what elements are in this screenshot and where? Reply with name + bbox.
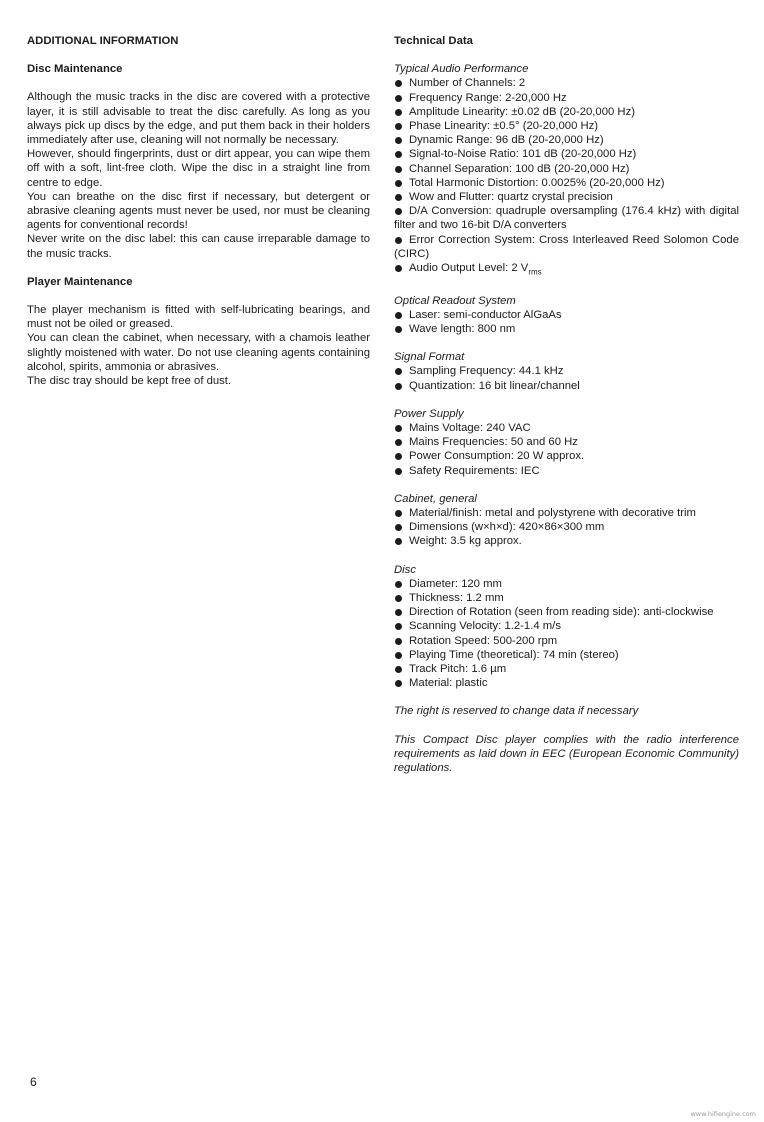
bullet-icon [395, 425, 402, 432]
signal-format-list [394, 364, 739, 392]
list-item: Number of Channels: 2 [394, 76, 739, 90]
list-item: Dimensions (w×h×d): 420×86×300 mm [394, 520, 739, 534]
left-column [27, 34, 370, 388]
bullet-icon [395, 326, 402, 333]
bullet-icon [395, 151, 402, 158]
disc-maintenance-heading: Disc Maintenance [27, 63, 123, 76]
bullet-icon [395, 439, 402, 446]
player-maintenance-heading: Player Maintenance [27, 275, 133, 288]
list-item: Diameter: 120 mm [394, 577, 739, 591]
bullet-icon [395, 595, 402, 602]
bullet-icon [395, 538, 402, 545]
list-item: Total Harmonic Distortion: 0.0025% (20-20,000 Hz) [394, 176, 739, 190]
list-item: Laser: semi-conductor AlGaAs [394, 308, 739, 322]
list-item: Wow and Flutter: quartz crystal precision [394, 190, 739, 204]
player-maintenance-paragraph: The player mechanism is fitted with self-lubricating bearings, and must not be oiled or greased. [27, 304, 370, 331]
list-item: Playing Time (theoretical): 74 min (stereo) [394, 648, 739, 662]
optical-readout-list [394, 308, 739, 336]
list-item: Material: plastic [394, 676, 739, 690]
signal-format-title: Signal Format [394, 351, 465, 364]
technical-data-heading: Technical Data [394, 35, 473, 47]
cabinet-general-list [394, 506, 739, 549]
list-item: Signal-to-Noise Ratio: 101 dB (20-20,000 Hz) [394, 147, 739, 161]
list-item: Weight: 3.5 kg approx. [394, 534, 739, 548]
bullet-icon [395, 123, 402, 130]
list-item: Quantization: 16 bit linear/channel [394, 379, 739, 393]
power-supply-list [394, 421, 739, 478]
bullet-icon [395, 208, 402, 215]
bullet-icon [395, 95, 402, 102]
disc-list [394, 577, 739, 691]
list-item: Safety Requirements: IEC [394, 464, 739, 478]
bullet-icon [395, 638, 402, 645]
disc-maintenance-paragraph: Although the music tracks in the disc are covered with a protective layer, it is still advisable to treat the disc carefully. As long as you always pick up discs by the edge, and put them back in their holders immediately after use, cleaning will not normally be necessary. [27, 91, 370, 147]
list-item: Wave length: 800 nm [394, 322, 739, 336]
list-item: Direction of Rotation (seen from reading side): anti-clockwise [394, 605, 739, 619]
list-item: Thickness: 1.2 mm [394, 591, 739, 605]
bullet-icon [395, 368, 402, 375]
bullet-icon [395, 609, 402, 616]
power-supply-title: Power Supply [394, 407, 464, 420]
list-item: Amplitude Linearity: ±0.02 dB (20-20,000 Hz) [394, 105, 739, 119]
cabinet-general-title: Cabinet, general [394, 492, 477, 505]
list-item: Error Correction System: Cross Interleaved Reed Solomon Code (CIRC) [394, 233, 739, 260]
list-item: Scanning Velocity: 1.2-1.4 m/s [394, 619, 739, 633]
bullet-icon [395, 312, 402, 319]
bullet-icon [395, 453, 402, 460]
bullet-icon [395, 180, 402, 187]
additional-information-heading: ADDITIONAL INFORMATION [27, 35, 179, 47]
bullet-icon [395, 581, 402, 588]
list-item: D/A Conversion: quadruple oversampling (176.4 kHz) with digital filter and two 16-bit D/A converters [394, 205, 739, 232]
compliance-note: This Compact Disc player complies with the radio interference requirements as laid down in EEC (European Economic Community) regulations. [394, 733, 739, 774]
bullet-icon [395, 524, 402, 531]
list-item: Frequency Range: 2-20,000 Hz [394, 91, 739, 105]
bullet-icon [395, 237, 402, 244]
bullet-icon [395, 109, 402, 116]
optical-readout-title: Optical Readout System [394, 294, 516, 307]
disc-maintenance-paragraph: Never write on the disc label: this can cause irreparable damage to the music tracks. [27, 233, 370, 260]
player-maintenance-body [27, 303, 370, 388]
disc-maintenance-body [27, 90, 370, 260]
list-item: Power Consumption: 20 W approx. [394, 449, 739, 463]
audio-performance-title: Typical Audio Performance [394, 63, 529, 76]
list-item: Phase Linearity: ±0.5° (20-20,000 Hz) [394, 119, 739, 133]
right-column [394, 34, 739, 775]
bullet-icon [395, 666, 402, 673]
list-item: Mains Frequencies: 50 and 60 Hz [394, 435, 739, 449]
list-item: Material/finish: metal and polystyrene with decorative trim [394, 506, 739, 520]
list-item: Sampling Frequency: 44.1 kHz [394, 364, 739, 378]
bullet-icon [395, 194, 402, 201]
bullet-icon [395, 80, 402, 87]
disc-maintenance-paragraph: You can breathe on the disc first if necessary, but detergent or abrasive cleaning agents must never be used, nor must be cleaning agents for conventional records! [27, 190, 370, 232]
bullet-icon [395, 680, 402, 687]
audio-performance-list [394, 76, 739, 279]
reserve-note: The right is reserved to change data if necessary [394, 705, 639, 718]
list-item: Mains Voltage: 240 VAC [394, 421, 739, 435]
disc-title: Disc [394, 563, 416, 576]
player-maintenance-paragraph: You can clean the cabinet, when necessary, with a chamois leather slightly moistened with water. Do not use cleaning agents containing alcohol, spirits, ammonia or abrasives. [27, 332, 370, 373]
list-item: Track Pitch: 1.6 µm [394, 662, 739, 676]
list-item: Dynamic Range: 96 dB (20-20,000 Hz) [394, 133, 739, 147]
disc-maintenance-paragraph: However, should fingerprints, dust or dirt appear, you can wipe them off with a soft, lint-free cloth. Wipe the disc in a straight line from centre to edge. [27, 148, 370, 189]
list-item: Rotation Speed: 500-200 rpm [394, 634, 739, 648]
watermark: www.hifiengine.com [690, 1110, 756, 1118]
bullet-icon [395, 137, 402, 144]
bullet-icon [395, 510, 402, 517]
list-item: Channel Separation: 100 dB (20-20,000 Hz) [394, 162, 739, 176]
list-item: Audio Output Level: 2 $V_{rms}$ [394, 261, 739, 279]
player-maintenance-paragraph: The disc tray should be kept free of dust. [27, 375, 232, 388]
bullet-icon [395, 468, 402, 475]
page-number: 6 [30, 1075, 37, 1089]
bullet-icon [395, 383, 402, 390]
bullet-icon [395, 265, 402, 272]
bullet-icon [395, 652, 402, 659]
bullet-icon [395, 166, 402, 173]
bullet-icon [395, 623, 402, 630]
